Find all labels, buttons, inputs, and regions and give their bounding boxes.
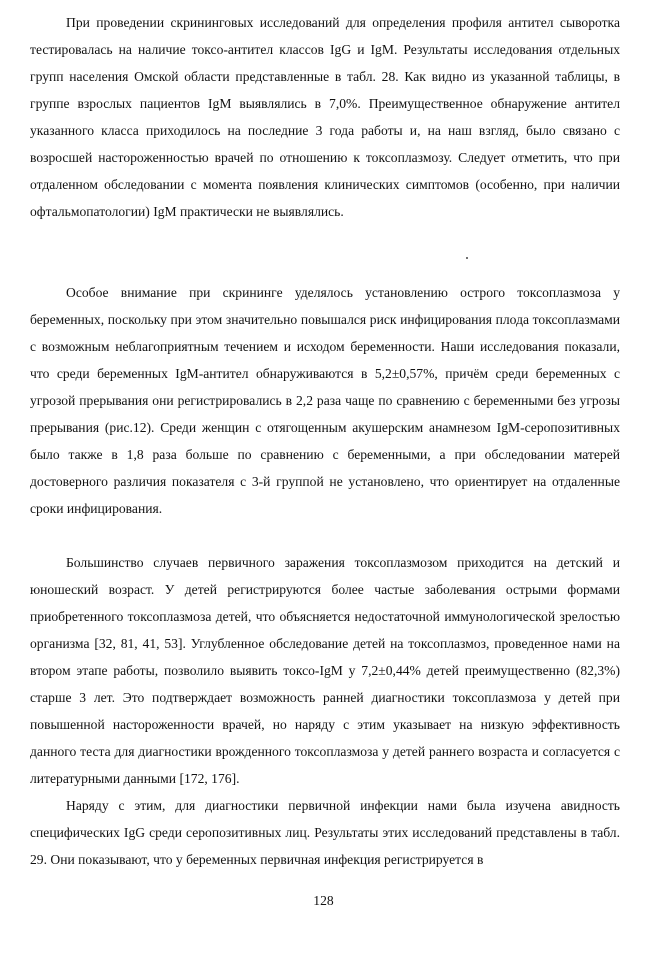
paragraph-text: Особое внимание при скрининге уделялось установлению острого токсоплазмоза у беременных, поскольку при этом значительно повышался риск инфицирования плода токсоплазмами с возможным неблагоприятным течением и исходом беременности. Наши исследования показали, что среди беременных IgM-антител обнаруживаются в 5,2±0,57%, причём среди беременных с угрозой прерывания они регистрировались в 2,2 раза чаще по сравнению с беременными без угрозы прерывания (рис.12). Среди женщин с отягощенным акушерским анамнезом IgM-серопозитивных было также в 1,8 раза больше по сравнению с беременными, а при обследовании матерей достоверного различия показателя с 3-й группой не установлено, что ориентирует на отдаленные сроки инфицирования. xyxy=(30,285,620,516)
scan-speck xyxy=(466,257,468,259)
paragraph-avidity xyxy=(30,792,620,873)
paragraph-pregnant-women xyxy=(30,279,620,522)
paragraph-screening-antibodies xyxy=(30,9,620,225)
page-number: 128 xyxy=(313,893,334,908)
paragraph-text: Наряду с этим, для диагностики первичной инфекции нами была изучена авидность специфических IgG среди серопозитивных лиц. Результаты этих исследований представлены в табл. 29. Они показывают, что у беременных первичная инфекция регистрируется в xyxy=(30,798,620,867)
paragraph-text: Большинство случаев первичного заражения токсоплазмозом приходится на детский и юношеский возраст. У детей регистрируются более частые заболевания острыми формами приобретенного токсоплазмоза детей, что объясняется недостаточной иммунологической зрелостью организма [32, 81, 41, 53]. Углубленное обследование детей на токсоплазмоз, проведенное нами на втором этапе работы, позволило выявить токсо-IgM у 7,2±0,44% детей преимущественно (82,3%) старше 3 лет. Это подтверждает возможность ранней диагностики токсоплазмоза у детей при повышенной настороженности врачей, но наряду с этим указывает на низкую эффективность данного теста для диагностики врожденного токсоплазмоза у детей раннего возраста и согласуется с литературными данными [172, 176]. xyxy=(30,555,620,786)
paragraph-text: При проведении скрининговых исследований для определения профиля антител сыворотка тестировалась на наличие токсо-антител классов IgG и IgM. Результаты исследования отдельных групп населения Омской области представленные в табл. 28. Как видно из указанной таблицы, в группе взрослых пациентов IgM выявлялись в 7,0%. Преимущественное обнаружение антител указанного класса приходилось на последние 3 года работы и, на наш взгляд, было связано с возросшей настороженностью врачей по отношению к токсоплазмозу. Следует отметить, что при отдаленном обследовании с момента появления клинических симптомов (особенно, при наличии офтальмопатологии) IgM практически не выявлялись. xyxy=(30,15,620,219)
paragraph-children xyxy=(30,549,620,792)
